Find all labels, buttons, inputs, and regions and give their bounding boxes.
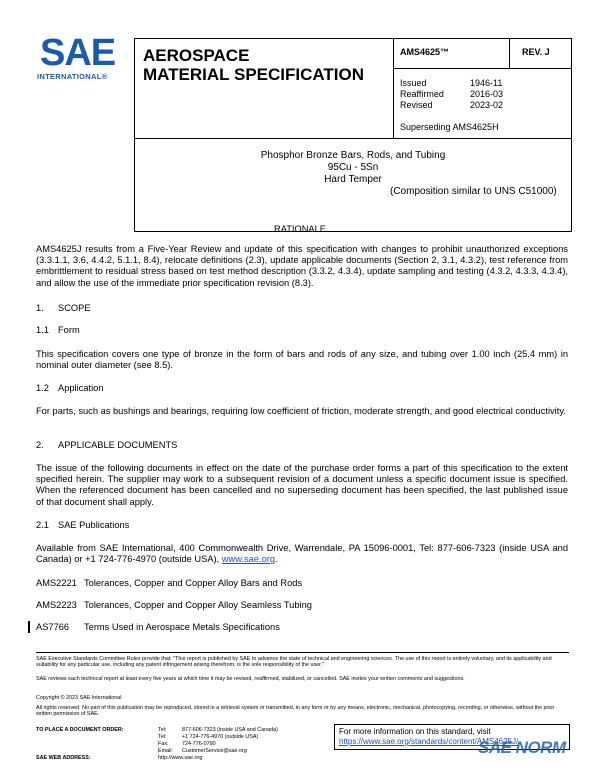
fax-number: 724-776-0790 bbox=[182, 741, 216, 747]
section-title: SAE Publications bbox=[58, 520, 130, 530]
standard-link[interactable]: https://www.sae.org/standards/content/AMS4625J/ bbox=[339, 737, 519, 746]
application-paragraph: For parts, such as bushings and bearings, requiring low coefficient of friction, moderate strength, and good electrical conductivity. bbox=[36, 406, 566, 416]
reference-row bbox=[36, 578, 302, 588]
date-block bbox=[400, 78, 503, 111]
revised-label: Revised bbox=[400, 100, 433, 110]
header-divider bbox=[509, 38, 510, 68]
tel-number: 877-606-7323 (inside USA and Canada) bbox=[182, 727, 278, 733]
description-line-2: 95Cu - 5Sn bbox=[327, 162, 379, 173]
section-title: APPLICABLE DOCUMENTS bbox=[58, 440, 178, 450]
reaffirmed-label: Reaffirmed bbox=[400, 89, 444, 99]
title-line-2: MATERIAL SPECIFICATION bbox=[143, 65, 364, 84]
description-line-3: Hard Temper bbox=[324, 174, 382, 185]
section-title: Application bbox=[58, 383, 104, 393]
section-title: SCOPE bbox=[58, 303, 91, 313]
reaffirmed-date: 2016-03 bbox=[470, 89, 504, 99]
composition-note: (Composition similar to UNS C51000) bbox=[390, 186, 557, 197]
spec-number: AMS4625™ bbox=[400, 47, 450, 57]
section-number: 1. bbox=[36, 303, 44, 313]
reference-code: AS7766 bbox=[36, 622, 70, 632]
reference-row bbox=[36, 622, 280, 632]
tel-label: Tel: bbox=[158, 734, 167, 740]
section-heading-form bbox=[36, 325, 80, 335]
sae-logo-subtitle: INTERNATIONAL® bbox=[37, 72, 108, 81]
sae-website-link[interactable]: www.sae.org bbox=[221, 554, 276, 565]
email-address[interactable]: CustomerService@sae.org bbox=[182, 748, 247, 754]
section-number: 2. bbox=[36, 440, 44, 450]
email-label: Email: bbox=[158, 748, 173, 754]
more-info-text: For more information on this standard, visit bbox=[339, 727, 491, 736]
sae-logo: SAE bbox=[40, 32, 116, 74]
issued-label: Issued bbox=[400, 78, 427, 88]
revision-change-bar bbox=[28, 621, 30, 633]
revised-date: 2023-02 bbox=[470, 100, 504, 110]
section-heading-application bbox=[36, 383, 103, 393]
document-type-title bbox=[143, 46, 364, 84]
section-number: 1.1 bbox=[36, 325, 49, 335]
reference-title: Terms Used in Aerospace Metals Specifications bbox=[84, 622, 280, 632]
footer-rights-text: All rights reserved. No part of this publication may be reproduced, stored in a retrieval system or transmitted, in any form or by any means, electronic, mechanical, photocopying, recording, or otherwise, without the prior written permission of SAE. bbox=[36, 705, 555, 718]
watermark-logo: SAE NORM bbox=[478, 738, 566, 757]
section-number: 1.2 bbox=[36, 383, 49, 393]
reference-code: AMS2221 bbox=[36, 578, 77, 588]
section-heading-applicable-documents bbox=[36, 440, 177, 450]
web-address[interactable]: http://www.sae.org bbox=[158, 755, 203, 761]
rationale-heading: RATIONALE bbox=[273, 224, 326, 234]
section-heading-sae-publications bbox=[36, 520, 129, 530]
reference-title: Tolerances, Copper and Copper Alloy Seamless Tubing bbox=[84, 600, 312, 610]
footer-review-text: SAE reviews each technical report at least every five years at which time it may be revised, reaffirmed, stabilized, or cancelled. SAE invites your written comments and suggestions. bbox=[36, 676, 465, 682]
order-contact-block bbox=[36, 727, 278, 762]
reference-title: Tolerances, Copper and Copper Alloy Bars and Rods bbox=[84, 578, 303, 588]
issued-date: 1946-11 bbox=[470, 78, 503, 88]
order-label: TO PLACE A DOCUMENT ORDER: bbox=[36, 727, 124, 733]
applicable-documents-paragraph: The issue of the following documents in effect on the date of the purchase order forms a part of this specification to the extent specified herein. The supplier may work to a subsequent revision of a document unless a specific document issue is specified. When the referenced document has been cancelled and no superseding document has been specified, the last published issue of that document shall apply. bbox=[36, 463, 568, 507]
superseding-note: Superseding AMS4625H bbox=[400, 122, 499, 132]
header-divider bbox=[393, 68, 572, 69]
section-number: 2.1 bbox=[36, 520, 49, 530]
footer-rules-text: SAE Executive Standards Committee Rules provide that: "This report is published by SAE to advance the state of technical and engineering sciences. The use of this report is entirely voluntary, and its applicability and suitability for any particular use, including any patent infringement arising therefrom, is the sole responsibility of the user." bbox=[36, 656, 552, 669]
revision-label: REV. J bbox=[522, 47, 550, 57]
reference-code: AMS2223 bbox=[36, 600, 77, 610]
footer-copyright: Copyright © 2023 SAE International bbox=[36, 695, 122, 701]
sae-publications-text: Available from SAE International, 400 Commonwealth Drive, Warrendale, PA 15096-0001, Tel: 877-606-7323 (inside USA and Canada) or +1 724-776-4970 (outside USA), bbox=[36, 543, 568, 565]
form-paragraph: This specification covers one type of bronze in the form of bars and rods of any size, and tubing over 1.00 inch (25.4 mm) in nominal outer diameter (see 8.5). bbox=[36, 349, 568, 371]
sae-publications-end: . bbox=[275, 554, 278, 565]
fax-label: Fax: bbox=[158, 741, 169, 747]
header-divider bbox=[393, 38, 394, 138]
section-heading-scope bbox=[36, 303, 91, 313]
web-label: SAE WEB ADDRESS: bbox=[36, 755, 91, 761]
rationale-text: AMS4625J results from a Five-Year Review and update of this specification with changes to prohibit unauthorized exceptions (3.3.1.1, 3.6, 4.4.2, 5.1.1, 8.4), relocate definitions (2.3), update applicable documents (Section 2, 3.1, 4.3.2), test reference from embrittlement to residual stress based on test method description (3.3.2, 4.3.4), update sampling and testing (4.3.2, 4.3.3, 4.3.4), and allow the use of the immediate prior specification revision (8.3). bbox=[36, 244, 568, 288]
reference-row bbox=[36, 600, 312, 610]
title-line-1: AEROSPACE bbox=[143, 46, 250, 65]
tel-label: Tel: bbox=[158, 727, 167, 733]
sae-publications-paragraph bbox=[36, 543, 568, 565]
material-description bbox=[134, 150, 572, 186]
footer-rule bbox=[36, 652, 569, 653]
description-line-1: Phosphor Bronze Bars, Rods, and Tubing bbox=[260, 150, 446, 161]
section-title: Form bbox=[58, 325, 80, 335]
tel-number: +1 724-776-4970 (outside USA) bbox=[182, 734, 259, 740]
header-divider bbox=[134, 138, 572, 139]
